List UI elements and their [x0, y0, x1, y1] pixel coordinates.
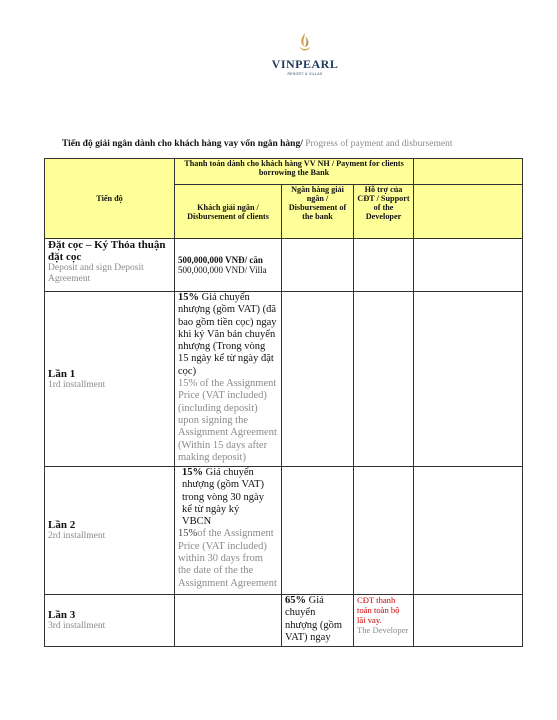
deposit-amount-en: 500,000,000 VND/ Villa	[178, 265, 267, 275]
table-row	[45, 595, 523, 647]
logo-tagline: RESORT & VILLAS	[287, 72, 323, 76]
row-label-en: Deposit and sign Deposit Agreement	[48, 263, 144, 284]
dev-text-vn: CĐT thanh toán toàn bộ lãi vay.	[357, 595, 400, 625]
logo-wordmark: VINPEARL	[271, 57, 339, 71]
client-cell	[175, 595, 282, 647]
bank-cell	[282, 467, 354, 595]
bank-text-vn: Giá chuyển nhượng (gồm VAT) ngay	[285, 595, 343, 643]
row-label	[45, 239, 175, 292]
header-row-1	[45, 159, 523, 185]
row-label-vn: Lần 1	[48, 367, 76, 380]
row-label-vn: Lần 2	[48, 519, 76, 531]
dev-text-en: The Developer	[357, 625, 409, 635]
title-vn: Tiến độ giải ngân dành cho khách hàng vay vốn ngân hàng/	[62, 139, 303, 149]
table-row	[45, 239, 523, 292]
bank-cell	[282, 292, 354, 467]
blank-cell	[414, 239, 523, 292]
header-bank: Ngân hàng giải ngân / Disbursement of the bank	[282, 185, 354, 239]
dev-cell	[354, 292, 414, 467]
row-label-vn: Lần 3	[48, 609, 76, 621]
bank-cell	[282, 239, 354, 292]
blank-cell	[414, 595, 523, 647]
client-text-en-wrap	[178, 528, 278, 589]
blank-cell	[414, 292, 523, 467]
dev-cell	[354, 239, 414, 292]
header-progress: Tiến độ	[45, 159, 175, 239]
dev-cell	[354, 595, 414, 647]
row-label	[45, 595, 175, 647]
table-row	[45, 467, 523, 595]
bank-cell	[282, 595, 354, 647]
row-label-en: 2rd installment	[48, 531, 106, 541]
bank-percent: 65%	[285, 595, 306, 606]
flame-icon	[296, 32, 314, 56]
client-text-en: 15% of the Assignment Price (VAT included) (including deposit) upon signing the Assignment Agreement (Within 15 days after making deposit)	[178, 378, 277, 463]
client-text-en: of the Assignment Price (VAT included) within 30 days from the date of the the Assignment Agreement	[178, 528, 277, 589]
deposit-amount	[175, 239, 282, 292]
percent-value: 15%	[182, 467, 203, 478]
title-en: Progress of payment and disbursement	[302, 139, 453, 149]
client-text-vn: Giá chuyển nhượng (gồm VAT) trong vòng 30 ngày kể từ ngày ký VBCN	[182, 467, 265, 528]
header-blank-2	[414, 185, 523, 239]
row-label	[45, 292, 175, 467]
vinpearl-logo	[270, 32, 340, 76]
client-cell	[175, 292, 282, 467]
payment-table	[44, 158, 523, 647]
client-text-vn-wrap	[178, 467, 278, 528]
row-label-en: 3rd installment	[48, 621, 106, 631]
page-title	[62, 139, 452, 149]
percent-value-en: 15%	[178, 528, 198, 540]
header-blank-1	[414, 159, 523, 185]
table-row	[45, 292, 523, 467]
header-group: Thanh toán dành cho khách hàng VV NH / Payment for clients borrowing the Bank	[175, 159, 414, 185]
percent-value: 15%	[178, 292, 199, 303]
client-text-vn: Giá chuyển nhượng (gồm VAT) (đã bao gồm tiền cọc) ngay khi ký Văn bản chuyển nhượng (Trong vòng 15 ngày kể từ ngày đặt cọc)	[178, 292, 277, 377]
row-label-vn: Đặt cọc – Ký Thỏa thuận đặt cọc	[48, 239, 166, 263]
deposit-amount-vn: 500,000,000 VNĐ/ căn	[178, 254, 263, 265]
header-client: Khách giải ngân / Disbursement of clients	[175, 185, 282, 239]
dev-cell	[354, 467, 414, 595]
row-label	[45, 467, 175, 595]
header-dev: Hỗ trợ của CĐT / Support of the Developer	[354, 185, 414, 239]
blank-cell	[414, 467, 523, 595]
row-label-en: 1rd installment	[48, 379, 106, 390]
client-cell	[175, 467, 282, 595]
